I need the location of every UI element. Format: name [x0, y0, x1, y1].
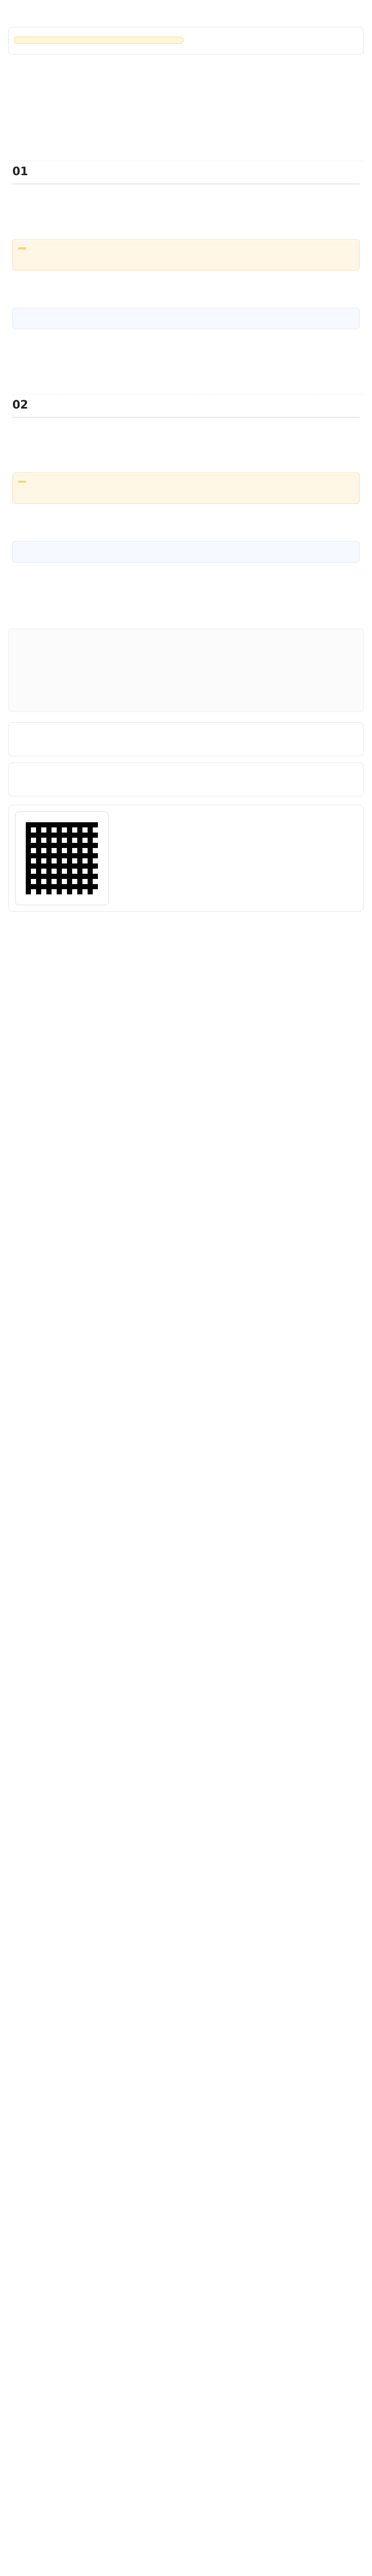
section-paragraph — [12, 292, 360, 302]
answer-card — [12, 308, 360, 329]
section-paragraph — [12, 365, 360, 376]
note-text — [18, 255, 354, 265]
qr-pattern-icon — [26, 822, 98, 894]
section-paragraph — [12, 277, 360, 287]
section-paragraph — [12, 568, 360, 578]
watermark-main — [16, 629, 356, 685]
section-paragraph — [12, 583, 360, 594]
section-paragraph — [12, 192, 360, 202]
qr-info-title — [114, 848, 357, 857]
content-container — [8, 0, 364, 1023]
dense-paragraph — [8, 997, 364, 1008]
note-box — [12, 472, 360, 504]
section-divider — [12, 417, 360, 418]
promo-section — [8, 722, 364, 796]
dense-paragraph — [8, 1013, 364, 1023]
section-paragraph — [12, 207, 360, 217]
dense-title — [8, 921, 364, 930]
note-box — [12, 239, 360, 270]
section-02 — [8, 394, 364, 618]
watermark-band — [8, 629, 364, 712]
section-paragraph — [12, 456, 360, 466]
promo-sub — [15, 741, 357, 750]
qr-code — [15, 811, 109, 905]
section-paragraph — [12, 526, 360, 536]
intro-block — [8, 61, 364, 151]
answer-card — [12, 541, 360, 563]
section-paragraph — [12, 425, 360, 435]
header-quotes — [8, 6, 364, 24]
banner-left-chip — [14, 37, 183, 44]
banner-left — [14, 32, 183, 44]
dense-paragraph — [8, 967, 364, 977]
promo-sub — [15, 782, 357, 790]
section-paragraph — [12, 599, 360, 609]
intro-paragraph — [12, 132, 360, 142]
note-text — [18, 488, 354, 498]
section-divider — [12, 183, 360, 184]
intro-paragraph — [12, 70, 360, 80]
intro-paragraph — [12, 101, 360, 111]
section-paragraph — [12, 510, 360, 520]
promo-card — [8, 762, 364, 796]
watermark-sub — [16, 651, 356, 710]
answer-text — [18, 547, 354, 557]
dense-paragraph — [8, 936, 364, 946]
section-paragraph — [12, 440, 360, 451]
promo-title — [15, 729, 357, 738]
dense-paragraph — [8, 951, 364, 961]
qr-info — [114, 848, 357, 869]
section-number: 02 — [12, 399, 28, 412]
dense-paragraph — [8, 982, 364, 992]
promo-card — [8, 722, 364, 756]
note-tag — [18, 481, 26, 483]
promo-title — [15, 769, 357, 778]
dense-section — [8, 921, 364, 1023]
section-paragraph — [12, 350, 360, 360]
qr-card — [8, 805, 364, 912]
qr-info-sub — [114, 860, 357, 869]
section-01 — [8, 161, 364, 385]
intro-paragraph — [12, 86, 360, 96]
section-paragraph — [12, 223, 360, 233]
section-paragraph — [12, 334, 360, 345]
section-number: 01 — [12, 165, 28, 178]
banner-right — [189, 32, 358, 44]
banner-card — [8, 27, 364, 55]
answer-text — [18, 313, 354, 324]
note-tag — [18, 247, 26, 249]
intro-paragraph — [12, 116, 360, 127]
